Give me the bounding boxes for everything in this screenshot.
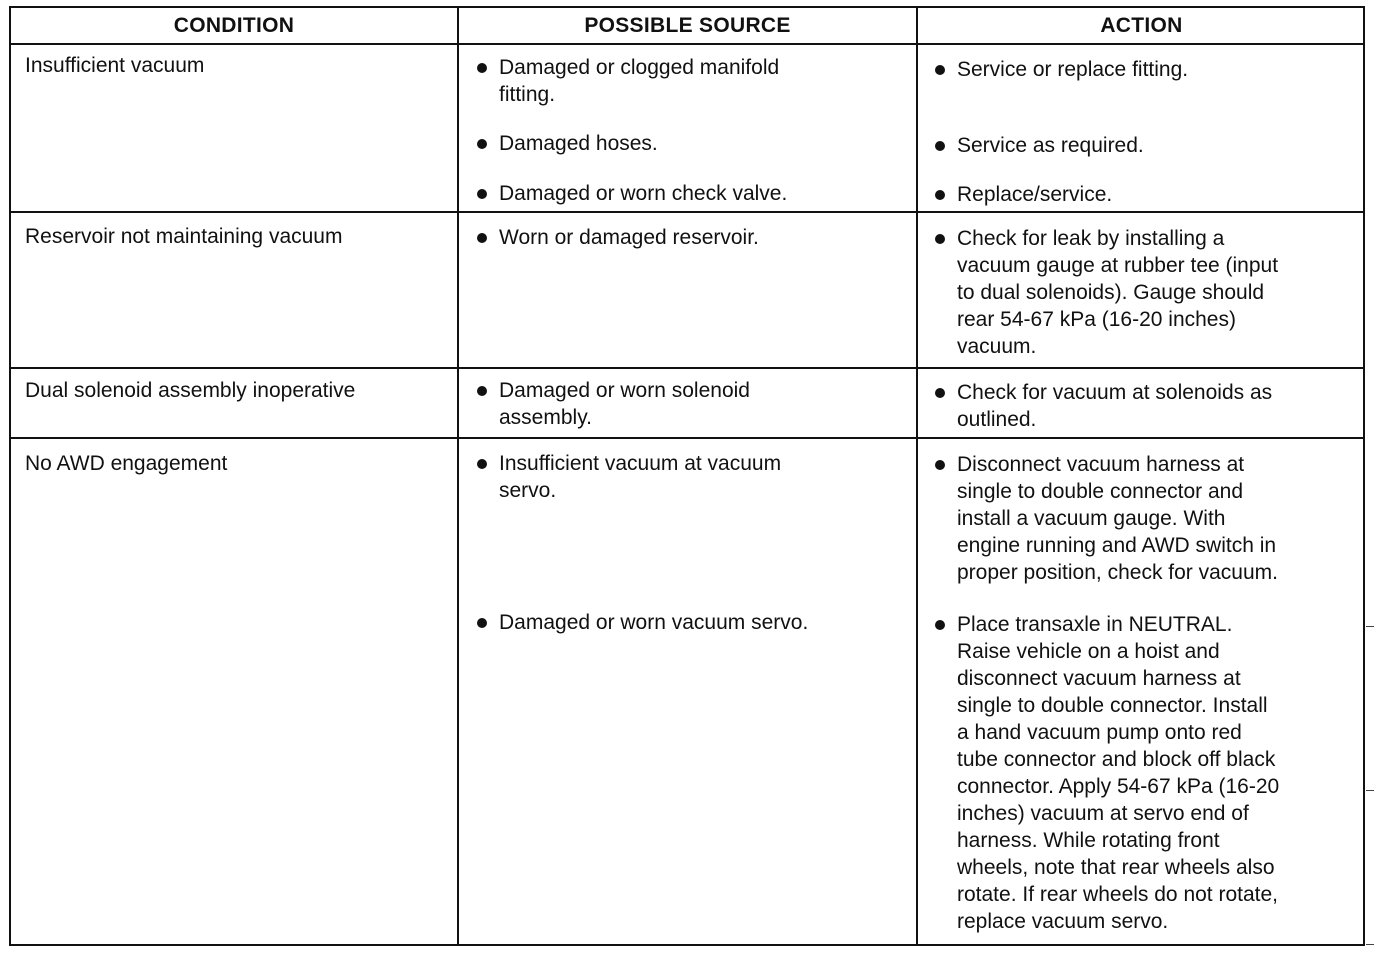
bullet-icon <box>935 190 945 200</box>
edge-mark <box>1366 944 1374 945</box>
action-list <box>931 181 1351 208</box>
header-action: ACTION <box>1100 14 1183 37</box>
source-list <box>473 450 893 504</box>
condition-reservoir: Reservoir not maintaining vacuum <box>25 225 343 248</box>
bullet-icon <box>935 141 945 151</box>
bullet-icon <box>477 233 487 243</box>
column-divider <box>457 8 459 944</box>
action-list <box>931 132 1351 159</box>
list-item: Replace/service. <box>931 181 1351 208</box>
troubleshooting-table <box>9 6 1365 946</box>
source-list <box>473 54 893 108</box>
column-divider <box>916 8 918 944</box>
action-list <box>931 451 1351 586</box>
source-list <box>473 180 893 207</box>
bullet-icon <box>935 234 945 244</box>
edge-mark <box>1366 790 1374 791</box>
action-list <box>931 379 1351 433</box>
action-list <box>931 611 1351 935</box>
list-item: Service or replace fitting. <box>931 56 1351 83</box>
action-list <box>931 225 1351 360</box>
list-item: Check for vacuum at solenoids as outlined. <box>931 379 1351 433</box>
source-list <box>473 609 893 636</box>
source-list <box>473 377 893 431</box>
action-list <box>931 56 1351 83</box>
row-divider <box>11 211 1363 213</box>
list-item: Damaged or clogged manifold fitting. <box>473 54 893 108</box>
list-item: Worn or damaged reservoir. <box>473 224 893 251</box>
list-item: Disconnect vacuum harness at single to double connector and install a vacuum gauge. With engine running and AWD switch in proper position, check for vacuum. <box>931 451 1351 586</box>
bullet-icon <box>477 63 487 73</box>
list-item: Damaged or worn check valve. <box>473 180 893 207</box>
bullet-icon <box>935 460 945 470</box>
list-item: Service as required. <box>931 132 1351 159</box>
bullet-icon <box>477 386 487 396</box>
row-divider <box>11 437 1363 439</box>
list-item: Check for leak by installing a vacuum gauge at rubber tee (input to dual solenoids). Gauge should rear 54-67 kPa (16-20 inches) vacuum. <box>931 225 1351 360</box>
row-divider <box>11 367 1363 369</box>
edge-mark <box>1366 626 1374 627</box>
bullet-icon <box>935 620 945 630</box>
source-list <box>473 130 893 157</box>
bullet-icon <box>477 139 487 149</box>
bullet-icon <box>477 618 487 628</box>
bullet-icon <box>477 189 487 199</box>
list-item: Damaged hoses. <box>473 130 893 157</box>
source-list <box>473 224 893 251</box>
header-possible-source: POSSIBLE SOURCE <box>584 14 791 37</box>
bullet-icon <box>935 65 945 75</box>
condition-dual-solenoid: Dual solenoid assembly inoperative <box>25 379 356 402</box>
header-condition: CONDITION <box>173 14 295 37</box>
list-item: Place transaxle in NEUTRAL. Raise vehicle on a hoist and disconnect vacuum harness at single to double connector. Install a hand vacuum pump onto red tube connector and block off black connector. Apply 54-67 kPa (16-20 inches) vacuum at servo end of harness. While rotating front wheels, note that rear wheels also rotate. If rear wheels do not rotate, replace vacuum servo. <box>931 611 1351 935</box>
condition-insufficient-vacuum: Insufficient vacuum <box>25 54 205 77</box>
bullet-icon <box>477 459 487 469</box>
list-item: Insufficient vacuum at vacuum servo. <box>473 450 893 504</box>
condition-no-awd: No AWD engagement <box>25 452 228 475</box>
list-item: Damaged or worn vacuum servo. <box>473 609 893 636</box>
list-item: Damaged or worn solenoid assembly. <box>473 377 893 431</box>
bullet-icon <box>935 388 945 398</box>
